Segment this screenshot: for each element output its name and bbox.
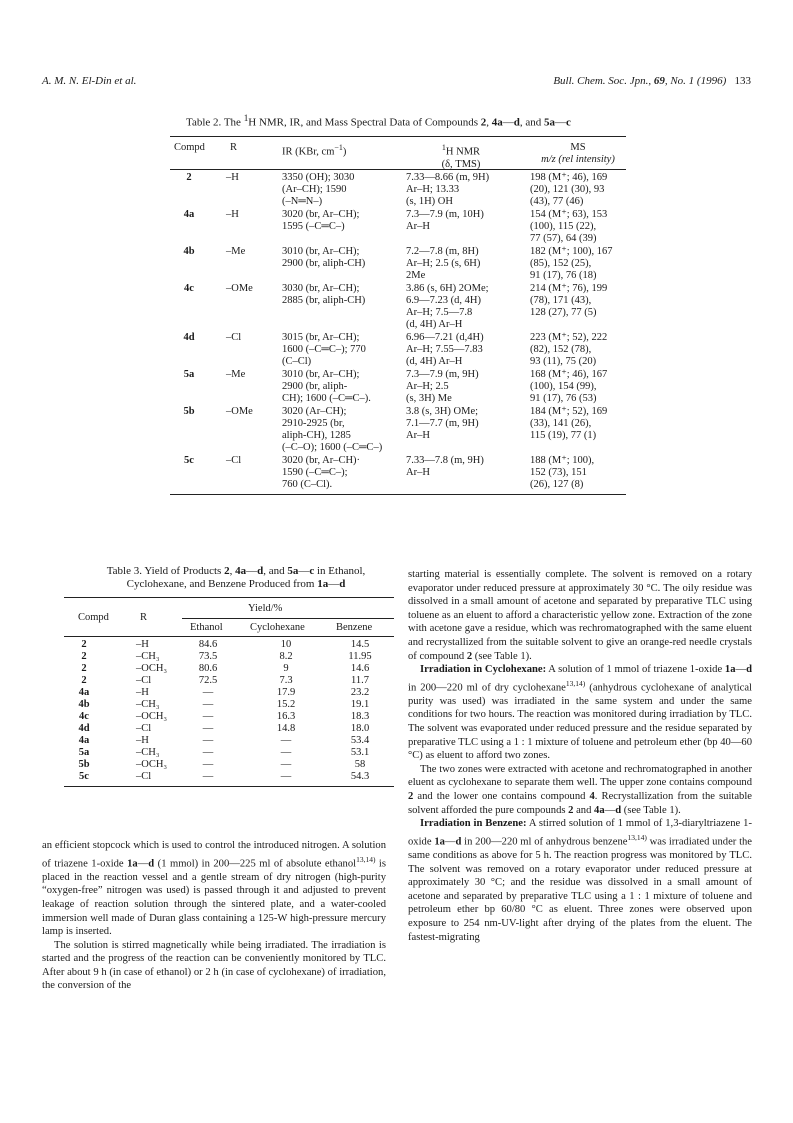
table2-cell-nmr: 3.86 (s, 6H) 2OMe; 6.9—7.23 (d, 4H) Ar–H; 7.5—7.8 (d, 4H) Ar–H — [406, 283, 489, 330]
table3-cell-compd: 4a — [78, 735, 90, 746]
running-head-citation — [553, 75, 751, 87]
table3-caption: Table 3. Yield of Products 2, 4a—d, and 5a—c in Ethanol, Cyclohexane, and Benzene Produced from 1a—d — [106, 565, 366, 590]
table3-cell-ethanol: — — [202, 711, 214, 722]
table3-cell-ethanol: — — [202, 699, 214, 710]
running-head — [42, 75, 751, 91]
table3-header-benzene: Benzene — [336, 622, 373, 633]
page-number: 133 — [734, 75, 751, 87]
table2-bottom-rule — [170, 494, 626, 495]
left-paragraph-2: The solution is stirred magnetically while being irradiated. The irradiation is started and the progress of the reaction can be conveniently monitored by TLC. After about 9 h (in case of ethanol) or 2 h (in case of cyclohexane) of irradiation, the conversion of the — [42, 939, 386, 992]
table3-header-cyclohexane: Cyclohexane — [250, 622, 305, 633]
table3-cell-cyclohexane: — — [280, 771, 292, 782]
table3-cell-ethanol: 72.5 — [198, 675, 218, 686]
table2-cell-ms: 188 (M⁺; 100), 152 (73), 151 (26), 127 (8) — [530, 455, 595, 490]
table2-cell-r: –H — [226, 209, 239, 220]
table2-cell-ms: 184 (M⁺; 52), 169 (33), 141 (26), 115 (19), 77 (1) — [530, 406, 608, 441]
table2-caption: Table 2. The $^1$H NMR, IR, and Mass Spectral Data of Compounds 2, 4a—d, and 5a—c — [186, 113, 571, 129]
table2-header-ir: IR (KBr, $cm^{-1}$) — [282, 143, 347, 158]
table2-cell-compd: 5b — [183, 406, 195, 417]
table3-header-ethanol: Ethanol — [190, 622, 223, 633]
table3-cell-cyclohexane: — — [280, 747, 292, 758]
table2-cell-ms: 198 (M⁺; 46), 169 (20), 121 (30), 93 (43), 77 (46) — [530, 172, 608, 207]
table3-cell-cyclohexane: — — [280, 735, 292, 746]
table3-cell-benzene: 14.6 — [350, 663, 370, 674]
table2-cell-compd: 5a — [183, 369, 195, 380]
table3-cell-r: –H — [136, 735, 149, 746]
table3-header-yield: Yield/% — [248, 603, 283, 614]
right-column-text — [408, 568, 752, 944]
left-paragraph-1: an efficient stopcock which is used to control the introduced nitrogen. A solution of triazene 1-oxide 1a—d (1 mmol) in 200—225 ml of absolute ethanol$^{13,14)}$ is placed in the reaction vessel and a gentle stream of dry nitrogen (high-purity “oxygen-free” nitrogen was used) is passed through it and adjusted to prevent leakage of reaction solution through the sintered plate, and a water-cooled immersion well made of Duran glass containing a 125-W high-pressure mercury lamp is inserted. — [42, 840, 386, 938]
table2-cell-nmr: 3.8 (s, 3H) OMe; 7.1—7.7 (m, 9H) Ar–H — [406, 406, 479, 441]
table2-header-r: R — [230, 142, 238, 153]
table3-cell-benzene: 18.3 — [350, 711, 370, 722]
table3-cell-r: –OCH₃ — [136, 759, 168, 770]
table2-cell-ir: 3015 (br, Ar–CH); 1600 (–C═C–); 770 (C–Cl) — [282, 332, 366, 367]
journal-issue: , No. 1 (1996) — [664, 75, 727, 87]
table3-cell-cyclohexane: 7.3 — [279, 675, 293, 686]
table3-cell-r: –CH₃ — [136, 651, 160, 662]
table2-cell-compd: 2 — [186, 172, 192, 183]
table3-cell-ethanol: — — [202, 759, 214, 770]
table3-cell-cyclohexane: 14.8 — [276, 723, 296, 734]
table3-cell-compd: 2 — [81, 639, 87, 650]
table3-cell-benzene: 53.4 — [350, 735, 370, 746]
table3-header-r: R — [140, 612, 148, 623]
table3-yield-rule — [182, 618, 394, 619]
table2-cell-nmr: 7.33—8.66 (m, 9H) Ar–H; 13.33 (s, 1H) OH — [406, 172, 490, 207]
table2-header-ms: MS m/z (rel intensity) — [541, 142, 615, 165]
table2-cell-nmr: 6.96—7.21 (d,4H) Ar–H; 7.55—7.83 (d, 4H) Ar–H — [406, 332, 484, 367]
table3-cell-ethanol: — — [202, 771, 214, 782]
table2-cell-ir: 3350 (OH); 3030 (Ar–CH); 1590 (–N═N–) — [282, 172, 355, 207]
table3-cell-compd: 4b — [78, 699, 90, 710]
table3-cell-r: –OCH₃ — [136, 711, 168, 722]
right-paragraph-1: starting material is essentially complete. The solvent is removed on a rotary evaporator under reduced pressure at approximately 30 °C. The oily residue was dissolved in a small amount of acetone and separated by preparative TLC using toluene as an eluent to afford a characteristic yellow zone. Extraction of the zone with acetone gave a residue, which was rechromatographed with the same eluent and recrystallized from the suitable solvent to give an orange-red needle crystals of compound 2 (see Table 1). — [408, 569, 752, 662]
table3-cell-benzene: 19.1 — [350, 699, 370, 710]
left-column-text — [42, 839, 386, 993]
table3-bottom-rule — [64, 786, 394, 787]
table3-cell-ethanol: — — [202, 687, 214, 698]
right-paragraph-4: Irradiation in Benzene: A stirred solution of 1 mmol of 1,3-diaryltriazene 1-oxide 1a—d in 200—220 ml of anhydrous benzene$^{13,14)}$ was irradiated under the same conditions as above for 5 h. The reaction progress was monitored by TLC. The solvent was removed on a rotary evaporator under reduced pressure at approximately 30 °C; and the residue was dissolved in a small amount of acetone and separated by preparative TLC using a 1 : 1 mixture of toluene and petroleum ether bp 60/80 °C as eluent. Three zones were observed upon exposure to 254 nm-UV-light after drying of the plates from the eluent. The fastest-migrating — [408, 818, 753, 943]
table2-cell-r: –OMe — [226, 283, 253, 294]
table3-cell-compd: 2 — [81, 663, 87, 674]
table3-cell-benzene: 14.5 — [350, 639, 370, 650]
table3-cell-cyclohexane: 16.3 — [276, 711, 296, 722]
table3-cell-ethanol: 73.5 — [198, 651, 218, 662]
table3-cell-compd: 4c — [79, 711, 89, 722]
table2-cell-nmr: 7.2—7.8 (m, 8H) Ar–H; 2.5 (s, 6H) 2Me — [406, 246, 481, 281]
table3-cell-benzene: 58 — [354, 759, 366, 770]
table3-cell-benzene: 11.95 — [348, 651, 372, 662]
table2-cell-r: –Me — [226, 369, 246, 380]
table3-cell-r: –Cl — [136, 771, 152, 782]
table2-cell-ir: 3010 (br, Ar–CH); 2900 (br, aliph- CH); 1600 (–C═C–). — [282, 369, 371, 404]
table3-cell-r: –H — [136, 687, 149, 698]
table2-cell-compd: 5c — [184, 455, 194, 466]
table2-cell-nmr: 7.3—7.9 (m, 10H) Ar–H — [406, 209, 484, 232]
table2-cell-ir: 3030 (br, Ar–CH); 2885 (br, aliph-CH) — [282, 283, 366, 306]
table2-cell-compd: 4c — [184, 283, 194, 294]
table3-header-rule — [64, 636, 394, 637]
table3-cell-ethanol: — — [202, 723, 214, 734]
table2-header-nmr: $^1$H NMR (δ, TMS) — [441, 143, 481, 170]
table3-top-rule — [64, 597, 394, 598]
table2-cell-nmr: 7.33—7.8 (m, 9H) Ar–H — [406, 455, 484, 478]
table3-cell-benzene: 54.3 — [350, 771, 370, 782]
table3-cell-ethanol: 80.6 — [198, 663, 218, 674]
table2-cell-r: –Cl — [226, 455, 242, 466]
table3-cell-compd: 4a — [78, 687, 90, 698]
table2-top-rule — [170, 136, 626, 137]
table3-cell-cyclohexane: 17.9 — [276, 687, 296, 698]
table3-cell-r: –OCH₃ — [136, 663, 168, 674]
table3-cell-cyclohexane: — — [280, 759, 292, 770]
table2-cell-ms: 168 (M⁺; 46), 167 (100), 154 (99), 91 (17), 76 (53) — [530, 369, 608, 404]
table3-cell-r: –Cl — [136, 723, 152, 734]
section-heading-cyclohexane: Irradiation in Cyclohexane: — [420, 664, 547, 676]
table3-cell-r: –CH₃ — [136, 747, 160, 758]
table2-cell-ms: 223 (M⁺; 52), 222 (82), 152 (78), 93 (11), 75 (20) — [530, 332, 608, 367]
table3-cell-compd: 2 — [81, 651, 87, 662]
table3-cell-r: –CH₃ — [136, 699, 160, 710]
table2-cell-ms: 182 (M⁺; 100), 167 (85), 152 (25), 91 (17), 76 (18) — [530, 246, 613, 281]
table2-cell-r: –H — [226, 172, 239, 183]
table3-cell-compd: 4d — [78, 723, 90, 734]
table3-cell-compd: 5c — [79, 771, 89, 782]
table3-cell-compd: 5a — [78, 747, 90, 758]
table2-header-rule — [170, 169, 626, 170]
table3-cell-cyclohexane: 8.2 — [279, 651, 293, 662]
table2-cell-ms: 214 (M⁺; 76), 199 (78), 171 (43), 128 (27), 77 (5) — [530, 283, 608, 318]
journal-volume: 69 — [653, 75, 665, 87]
table3-cell-ethanol: 84.6 — [198, 639, 218, 650]
table2-cell-r: –OMe — [226, 406, 253, 417]
running-head-authors: A. M. N. El-Din et al. — [42, 75, 137, 87]
table3-cell-ethanol: — — [202, 735, 214, 746]
journal-name: Bull. Chem. Soc. Jpn., — [553, 75, 654, 87]
table2-cell-compd: 4b — [183, 246, 195, 257]
table2-cell-compd: 4a — [183, 209, 195, 220]
section-heading-benzene: Irradiation in Benzene: — [420, 818, 527, 830]
table3-cell-r: –Cl — [136, 675, 152, 686]
table2-cell-r: –Cl — [226, 332, 242, 343]
table2-header-compd: Compd — [174, 142, 205, 153]
table3-cell-benzene: 23.2 — [350, 687, 370, 698]
table3-cell-cyclohexane: 9 — [283, 663, 289, 674]
table2-cell-ir: 3020 (Ar–CH); 2910-2925 (br, aliph-CH), 1285 (–C–O); 1600 (–C═C–) — [282, 406, 383, 453]
table3-cell-cyclohexane: 10 — [280, 639, 292, 650]
right-paragraph-3: The two zones were extracted with acetone and rechromatographed in another eluent as cyclohexane to separate them well. The upper zone contains compound 2 and the lower one contains compound 4. Recrystallization from the suitable solvent afforded the pure compounds 2 and 4a—d (see Table 1). — [408, 763, 752, 816]
table3-cell-benzene: 18.0 — [350, 723, 370, 734]
table3-cell-r: –H — [136, 639, 149, 650]
table2-cell-ir: 3020 (br, Ar–CH); 1595 (–C═C–) — [282, 209, 360, 232]
table3-cell-benzene: 53.1 — [350, 747, 370, 758]
right-paragraph-2: Irradiation in Cyclohexane: A solution of 1 mmol of triazene 1-oxide 1a—d in 200—220 ml of dry cyclohexane$^{13,14)}$ (anhydrous cyclohexane of analytical purity was used) was irradiated in the same system and under the same conditions for two hours. The reaction was monitored during irradiation by TLC. The solvent was evaporated under reduced pressure and the residue separated by preparative TLC using a 1 : 1 mixture of toluene and petroleum ether (bp 40—60 °C) as eluent to afford two zones. — [408, 664, 753, 762]
table2-cell-nmr: 7.3—7.9 (m, 9H) Ar–H; 2.5 (s, 3H) Me — [406, 369, 479, 404]
table2-cell-r: –Me — [226, 246, 246, 257]
table3-cell-compd: 2 — [81, 675, 87, 686]
table3-cell-compd: 5b — [78, 759, 90, 770]
table2-cell-ms: 154 (M⁺; 63), 153 (100), 115 (22), 77 (57), 64 (39) — [530, 209, 608, 244]
table3-header-compd: Compd — [78, 612, 109, 623]
table3-cell-ethanol: — — [202, 747, 214, 758]
table3-cell-cyclohexane: 15.2 — [276, 699, 296, 710]
table3-cell-benzene: 11.7 — [351, 675, 369, 686]
table2-cell-ir: 3020 (br, Ar–CH)· 1590 (–C═C–); 760 (C–Cl). — [282, 455, 361, 490]
table2-cell-ir: 3010 (br, Ar–CH); 2900 (br, aliph-CH) — [282, 246, 366, 269]
table2-cell-compd: 4d — [183, 332, 195, 343]
